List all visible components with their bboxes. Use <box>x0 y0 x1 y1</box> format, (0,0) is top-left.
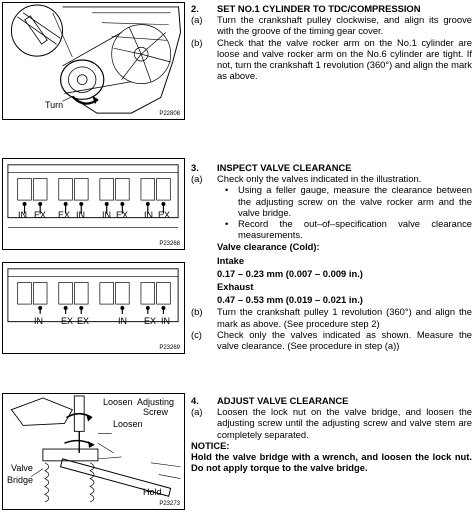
valve-label: IN <box>144 210 153 220</box>
bridge-label: Bridge <box>7 475 34 485</box>
notice-label: NOTICE: <box>191 439 230 451</box>
valve-label: EX <box>158 210 171 220</box>
crankshaft-pulley-illustration <box>3 3 184 119</box>
figure-id: P22808 <box>159 111 180 117</box>
step-number: 2. <box>191 3 199 14</box>
section-step-2 <box>191 3 472 81</box>
bullet-text: Using a feller gauge, measure the clearance between the adjusting screw on the valve rocker arm and the valve bridge. <box>238 184 472 218</box>
notice-text: Hold the valve bridge with a wrench, and loosen the lock nut. Do not apply torque to the valve bridge. <box>191 451 472 474</box>
valve-label: IN <box>76 210 85 220</box>
step-title: INSPECT VALVE CLEARANCE <box>217 162 352 173</box>
bullet-item: • Record the out–of–specification valve clearance measurements. <box>225 218 472 241</box>
valve-label: Valve <box>11 463 33 473</box>
step-title: ADJUST VALVE CLEARANCE <box>217 395 349 406</box>
exhaust-value: 0.47 – 0.53 mm (0.019 – 0.021 in.) <box>217 294 363 306</box>
item-letter: (b) <box>191 306 203 318</box>
turn-label: Turn <box>45 100 64 110</box>
item-letter: (a) <box>191 173 203 185</box>
loosen-label: Loosen <box>103 397 133 407</box>
step-number: 4. <box>191 395 199 406</box>
valve-label: IN <box>161 316 170 326</box>
step-number: 3. <box>191 162 199 173</box>
procedure-item <box>191 306 472 328</box>
item-letter: (c) <box>191 328 202 340</box>
figure-id: P23273 <box>159 501 180 507</box>
valve-label: EX <box>58 210 71 220</box>
valve-label: IN <box>34 316 43 326</box>
valve-label: EX <box>61 316 74 326</box>
valve-label: EX <box>34 210 47 220</box>
item-text: Turn the crankshaft pulley 1 revolution (360°) and align the mark as above. (See procedure step 2) <box>217 306 472 329</box>
figure-crankshaft-pulley <box>2 2 185 120</box>
valve-label: IN <box>102 210 111 220</box>
screw-label: Screw <box>143 407 169 417</box>
hold-label: Hold <box>143 487 162 497</box>
procedure-item <box>191 14 472 36</box>
spec-heading: Valve clearance (Cold): <box>217 241 320 253</box>
procedure-item <box>191 406 472 440</box>
loosen-label: Loosen <box>113 419 143 429</box>
section-heading <box>191 395 472 406</box>
section-step-4 <box>191 395 472 473</box>
bullet-text: Record the out–of–specification valve clearance measurements. <box>238 218 472 241</box>
item-text: Check that the valve rocker arm on the No.1 cylinder are loose and valve rocker arm on the No.6 cylinder are tight. If not, turn the crankshaft 1 revolution (360°) and align the mark as above. <box>217 36 472 82</box>
procedure-item <box>191 329 472 351</box>
valve-label: IN <box>118 316 127 326</box>
exhaust-label: Exhaust <box>217 281 254 293</box>
item-text: Loosen the lock nut on the valve bridge, and loosen the adjusting screw until the adjusting screw and valve stem are completely separated. <box>217 406 472 440</box>
item-letter: (a) <box>191 14 203 26</box>
item-text: Check only the valves indicated as shown. Measure the valve clearance. (See procedure in step (a)) <box>217 328 472 352</box>
figure-valve-layout-second <box>2 262 185 354</box>
section-heading <box>191 162 472 173</box>
valve-label: EX <box>77 316 90 326</box>
item-text: Check only the valves indicated in the illustration. <box>217 173 422 185</box>
figure-adjust-valve <box>2 393 185 510</box>
valve-label: EX <box>144 316 157 326</box>
intake-value: 0.17 – 0.23 mm (0.007 – 0.009 in.) <box>217 267 363 279</box>
step-title: SET NO.1 CYLINDER TO TDC/COMPRESSION <box>217 3 421 14</box>
cylinder-head-illustration-1 <box>3 159 184 249</box>
valve-label: IN <box>18 210 27 220</box>
adjusting-label: Adjusting <box>137 397 175 407</box>
item-text: Turn the crankshaft pulley clockwise, and align its groove with the groove of the timing gear cover. <box>217 14 472 37</box>
procedure-item <box>191 37 472 82</box>
item-letter: (a) <box>191 406 203 418</box>
section-step-3 <box>191 162 472 351</box>
figure-id: P23268 <box>159 241 180 247</box>
item-letter: (b) <box>191 36 203 48</box>
bullet-item: • Using a feller gauge, measure the clearance between the adjusting screw on the valve rocker arm and the valve bridge. <box>225 184 472 218</box>
figure-valve-layout-first <box>2 158 185 250</box>
procedure-item <box>191 173 472 184</box>
valve-label: EX <box>116 210 129 220</box>
intake-label: Intake <box>217 254 245 266</box>
section-heading <box>191 3 472 14</box>
figure-id: P23269 <box>159 345 180 351</box>
cylinder-head-illustration-2 <box>3 263 184 353</box>
